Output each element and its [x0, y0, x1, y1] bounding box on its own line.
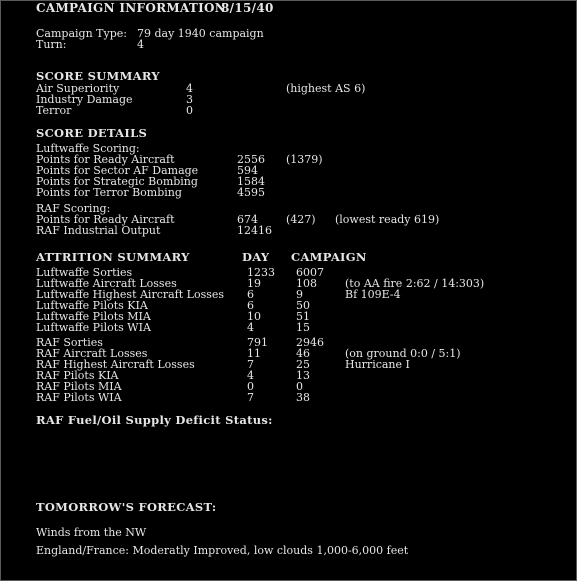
attrition-summary-title: ATTRITION SUMMARY: [36, 250, 190, 264]
score-detail-value: 2556: [237, 153, 265, 166]
forecast-weather: England/France: Moderatly Improved, low clouds 1,000-6,000 feet: [36, 544, 409, 557]
score-summary-label: Terror: [36, 104, 72, 117]
score-summary-value: 3: [186, 93, 193, 106]
attrition-campaign: 9: [296, 288, 303, 301]
turn-label: Turn:: [36, 38, 67, 51]
score-detail-label: RAF Industrial Output: [36, 224, 161, 237]
score-summary-label: Air Superiority: [36, 82, 120, 95]
forecast-winds: Winds from the NW: [36, 526, 147, 539]
attrition-label: Luftwaffe Pilots WIA: [36, 321, 151, 334]
score-summary-value: 0: [186, 104, 193, 117]
attrition-campaign: 2946: [296, 336, 324, 349]
attrition-note: (on ground 0:0 / 5:1): [345, 347, 461, 360]
score-detail-value: 4595: [237, 186, 265, 199]
attrition-campaign: 13: [296, 369, 310, 382]
score-summary-note: (highest AS 6): [286, 82, 366, 95]
score-summary-label: Industry Damage: [36, 93, 133, 106]
campaign-date: 8/15/40: [221, 1, 274, 15]
attrition-note: Bf 109E-4: [345, 288, 401, 301]
attrition-label: Luftwaffe Aircraft Losses: [36, 277, 177, 290]
attrition-campaign: 15: [296, 321, 310, 334]
turn-value: 4: [137, 38, 144, 51]
score-detail-note: (427): [286, 213, 316, 226]
score-detail-label: Points for Sector AF Damage: [36, 164, 199, 177]
attrition-day: 7: [247, 391, 254, 404]
attrition-campaign: 0: [296, 380, 303, 393]
attrition-campaign: 6007: [296, 266, 324, 279]
attrition-campaign: 38: [296, 391, 310, 404]
score-summary-value: 4: [186, 82, 193, 95]
campaign-type-label: Campaign Type:: [36, 27, 127, 40]
attrition-day-header: DAY: [242, 250, 270, 264]
score-detail-value: 674: [237, 213, 258, 226]
attrition-campaign: 50: [296, 299, 310, 312]
score-summary-title: SCORE SUMMARY: [36, 69, 160, 83]
score-detail-value: 594: [237, 164, 258, 177]
attrition-label: Luftwaffe Highest Aircraft Losses: [36, 288, 225, 301]
attrition-note: (to AA fire 2:62 / 14:303): [345, 277, 485, 290]
score-detail-value: 12416: [237, 224, 272, 237]
score-detail-label: Points for Ready Aircraft: [36, 153, 175, 166]
score-detail-label: Points for Strategic Bombing: [36, 175, 198, 188]
attrition-note: Hurricane I: [345, 358, 410, 371]
raf-scoring-heading: RAF Scoring:: [36, 202, 111, 215]
score-detail-value: 1584: [237, 175, 265, 188]
attrition-day: 1233: [247, 266, 275, 279]
attrition-label: RAF Aircraft Losses: [36, 347, 148, 360]
score-details-title: SCORE DETAILS: [36, 126, 148, 140]
attrition-day: 4: [247, 369, 254, 382]
attrition-label: Luftwaffe Sorties: [36, 266, 133, 279]
attrition-label: Luftwaffe Pilots KIA: [36, 299, 148, 312]
attrition-label: RAF Pilots KIA: [36, 369, 119, 382]
attrition-campaign: 108: [296, 277, 317, 290]
attrition-label: RAF Sorties: [36, 336, 103, 349]
attrition-label: RAF Pilots MIA: [36, 380, 122, 393]
score-detail-label: Points for Terror Bombing: [36, 186, 182, 199]
attrition-day: 4: [247, 321, 254, 334]
attrition-day: 11: [247, 347, 261, 360]
attrition-campaign: 46: [296, 347, 310, 360]
attrition-day: 19: [247, 277, 261, 290]
attrition-campaign: 25: [296, 358, 310, 371]
score-detail-label: Points for Ready Aircraft: [36, 213, 175, 226]
attrition-day: 791: [247, 336, 268, 349]
attrition-campaign-header: CAMPAIGN: [291, 250, 367, 264]
attrition-label: RAF Highest Aircraft Losses: [36, 358, 195, 371]
score-detail-note: (1379): [286, 153, 323, 166]
forecast-title: TOMORROW'S FORECAST:: [36, 500, 217, 514]
fuel-deficit-status-title: RAF Fuel/Oil Supply Deficit Status:: [36, 413, 273, 427]
attrition-day: 0: [247, 380, 254, 393]
attrition-campaign: 51: [296, 310, 310, 323]
attrition-day: 6: [247, 288, 254, 301]
score-detail-note: (lowest ready 619): [335, 213, 440, 226]
attrition-label: RAF Pilots WIA: [36, 391, 122, 404]
attrition-day: 10: [247, 310, 261, 323]
attrition-label: Luftwaffe Pilots MIA: [36, 310, 151, 323]
page-title: CAMPAIGN INFORMATION: [36, 1, 227, 15]
attrition-day: 6: [247, 299, 254, 312]
attrition-day: 7: [247, 358, 254, 371]
luftwaffe-scoring-heading: Luftwaffe Scoring:: [36, 142, 140, 155]
campaign-type-value: 79 day 1940 campaign: [137, 27, 264, 40]
